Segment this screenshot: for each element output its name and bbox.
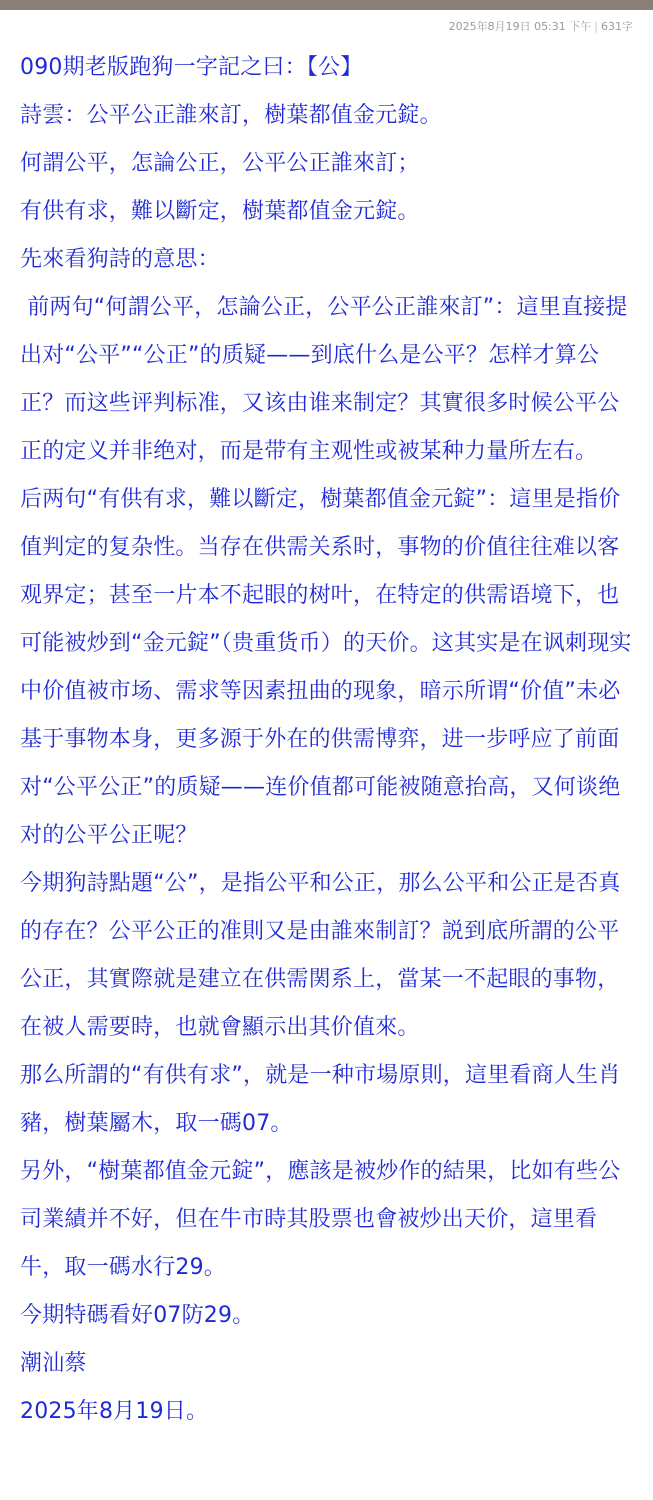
prediction-line: 今期特碼看好07防29。 (20, 1303, 255, 1328)
paragraph-supply-demand: 那么所謂的“有供有求”，就是一种市場原則，這里看商人生肖豬，樹葉屬木，取一碼07。 (20, 1063, 621, 1136)
note-meta (449, 18, 633, 34)
note-content[interactable] (20, 44, 633, 1436)
note-datetime: 2025年8月19日 05:31 下午 (448, 20, 592, 33)
note-title: 090期老版跑狗一字記之曰：【公】 (20, 55, 363, 80)
section-heading: 先來看狗詩的意思： (20, 247, 220, 272)
paragraph-second-half: 后两句“有供有求，難以斷定，樹葉都值金元錠”：這里是指价值判定的复杂性。当存在供需关系时，事物的价值往往难以客观界定；甚至一片本不起眼的树叶，在特定的供需语境下，也可能被炒到“金元錠”（贵重货币）的天价。这其实是在讽刺现实中价值被市场、需求等因素扭曲的现象，暗示所谓“价值”未必基于事物本身，更多源于外在的供需博弈，进一步呼应了前面对“公平公正”的质疑——连价值都可能被随意抬高，又何谈绝对的公平公正呢？ (20, 487, 632, 848)
note-char-count: 631字 (601, 20, 633, 33)
poem-line-3: 有供有求，難以斷定，樹葉都值金元錠。 (20, 199, 420, 224)
note-date: 2025年8月19日。 (20, 1399, 209, 1424)
paragraph-theme: 今期狗詩點題“公”，是指公平和公正，那么公平和公正是否真的存在？公平公正的准則又是由誰來制訂？説到底所謂的公平公正，其實際就是建立在供需関系上，當某一不起眼的事物，在被人需要時，也就會顯示出其价值來。 (20, 871, 621, 1040)
paragraph-hype: 另外，“樹葉都值金元錠”，應該是被炒作的結果，比如有些公司業績并不好，但在牛市時其股票也會被炒出天价，這里看牛，取一碼水行29。 (20, 1159, 621, 1280)
meta-divider: | (594, 20, 598, 33)
status-bar-strip (0, 0, 653, 10)
poem-line-1: 詩雲：公平公正誰來訂，樹葉都值金元錠。 (20, 103, 442, 128)
paragraph-first-half: 前两句“何謂公平，怎論公正，公平公正誰來訂”：這里直接提出对“公平”“公正”的质疑——到底什么是公平？怎样才算公正？而这些评判标准，又该由谁来制定？其實很多时候公平公正的定义并非绝对，而是带有主观性或被某种力量所左右。 (20, 295, 628, 464)
author-signature: 潮汕蔡 (20, 1351, 87, 1376)
poem-line-2: 何謂公平，怎論公正，公平公正誰來訂； (20, 151, 420, 176)
